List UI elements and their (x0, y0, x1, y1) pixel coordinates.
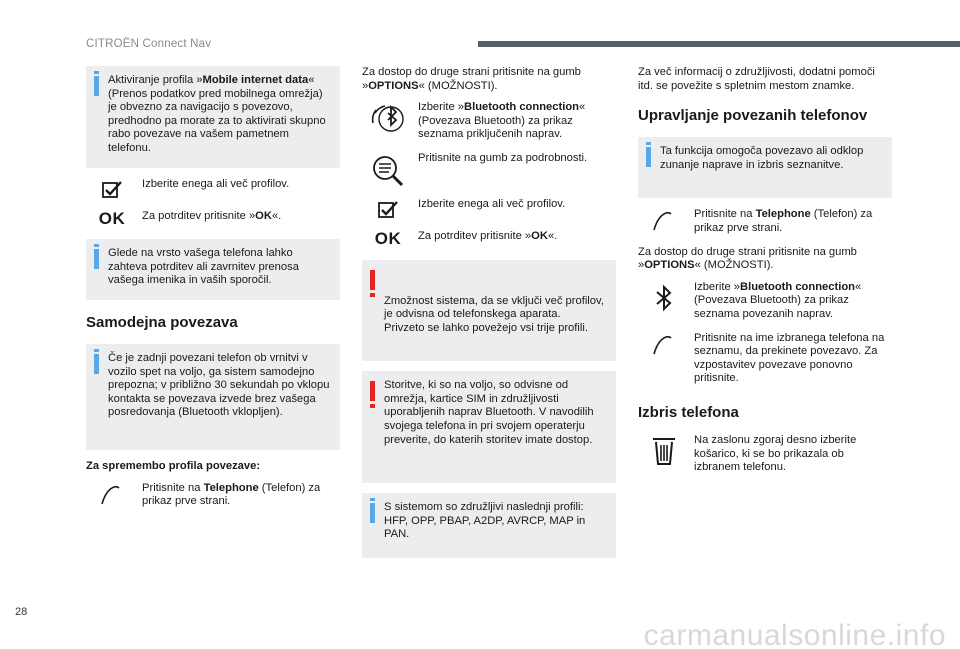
column-3 (638, 66, 892, 485)
checkbox-icon (86, 178, 138, 200)
info-icon (94, 354, 99, 374)
heading-auto-connect: Samodejna povezava (86, 313, 238, 331)
info-box-contacts: Glede na vrsto vašega telefona lahko zahteva potrditev ali zavrnitev prenosa vašega imenika in vaših sporočil. (86, 239, 340, 300)
step-press-phone-name: Pritisnite na ime izbranega telefona na seznamu, da prekinete povezavo. Za vzpostavitev povezave ponovno pritisnite. (638, 332, 892, 386)
ok-icon: OK (374, 228, 402, 248)
info-icon (94, 76, 99, 96)
subheading-change-profile: Za spremembo profila povezave: (86, 459, 261, 472)
column-2 (362, 66, 616, 568)
watermark: carmanualsonline.info (643, 619, 946, 649)
step-press-telephone-2: Pritisnite na Telephone (Telefon) za prikaz prve strani. (638, 208, 892, 235)
info-icon (646, 147, 651, 167)
info-icon (94, 249, 99, 269)
step-bluetooth-connection-2: Izberite »Bluetooth connection« (Povezava Bluetooth) za prikaz seznama povezanih naprav. (638, 281, 892, 322)
heading-manage-phones: Upravljanje povezanih telefonov (638, 107, 868, 125)
step-details-button: Pritisnite na gumb za podrobnosti. (362, 152, 616, 188)
ok-icon: OK (98, 208, 126, 228)
touch-icon (86, 482, 138, 506)
checkbox-icon (362, 198, 414, 220)
page-number: 28 (15, 606, 28, 618)
info-box-manage: Ta funkcija omogoča povezavo ali odklop zunanje naprave in izbris seznanitve. (638, 137, 892, 198)
touch-icon (638, 208, 690, 232)
options-paragraph: Za dostop do druge strani pritisnite na gumb »OPTIONS« (MOŽNOSTI). (638, 245, 857, 272)
touch-icon (638, 332, 690, 356)
options-intro: Za dostop do druge strani pritisnite na gumb »OPTIONS« (MOŽNOSTI). (362, 66, 581, 92)
heading-delete-phone: Izbris telefona (638, 403, 739, 421)
step-confirm-ok-2: OK Za potrditev pritisnite »OK«. (362, 230, 616, 246)
warning-icon (370, 381, 375, 401)
column-1 (86, 66, 340, 519)
step-select-profiles-2: Izberite enega ali več profilov. (362, 198, 616, 220)
info-text: Aktiviranje profila »Mobile internet data« (Prenos podatkov pred mobilnega omrežja) je obvezno za navigacijo s povezovo, predhodno pa morate za to aktivirati skupno rabo povezave na vašem pametnem telefonu. (108, 74, 326, 154)
warning-box-profiles: Zmožnost sistema, da se vključi več profilov, je odvisna od telefonskega aparata. Privzeto se lahko povežejo vsi trije profili. (362, 260, 616, 362)
warning-icon (370, 270, 375, 290)
step-select-trash: Na zaslonu zgoraj desno izberite košarico, ki se bo prikazala ob izbranem telefonu. (638, 434, 892, 475)
info-icon (370, 503, 375, 523)
header-bar (478, 41, 960, 47)
step-bluetooth-connection: Izberite »Bluetooth connection« (Povezava Bluetooth) za prikaz seznama priključenih naprav. (362, 101, 616, 142)
bluetooth-search-icon (362, 101, 414, 137)
header-title: CITROËN Connect Nav (86, 38, 212, 50)
info-box-profiles-list: S sistemom so združljivi naslednji profili: HFP, OPP, PBAP, A2DP, AVRCP, MAP in PAN. (362, 493, 616, 558)
info-box-auto-connect: Če je zadnji povezani telefon ob vrnitvi v vozilo spet na voljo, ga sistem samodejno prepozna; v približno 30 sekundah po vklopu kontakta se povezava izvede brez vašega posredovanja (Bluetooth vklopljen). (86, 344, 340, 450)
step-confirm-ok: OK Za potrditev pritisnite »OK«. (86, 210, 340, 226)
trash-icon (638, 434, 690, 466)
step-select-profiles: Izberite enega ali več profilov. (86, 178, 340, 200)
magnifier-list-icon (362, 152, 414, 188)
warning-box-services: Storitve, ki so na voljo, so odvisne od omrežja, kartice SIM in združljivosti uporabljenih naprav Bluetooth. V navodilih svojega telefona in pri svojem operaterju preverite, do katerih storitev imate dostop. (362, 371, 616, 483)
info-box-mobile-data (86, 66, 340, 168)
compatibility-intro: Za več informacij o združljivosti, dodatni pomoči itd. se povežite s spletnim mestom znamke. (638, 66, 875, 92)
step-press-telephone: Pritisnite na Telephone (Telefon) za prikaz prve strani. (86, 482, 340, 509)
bluetooth-icon (638, 281, 690, 313)
